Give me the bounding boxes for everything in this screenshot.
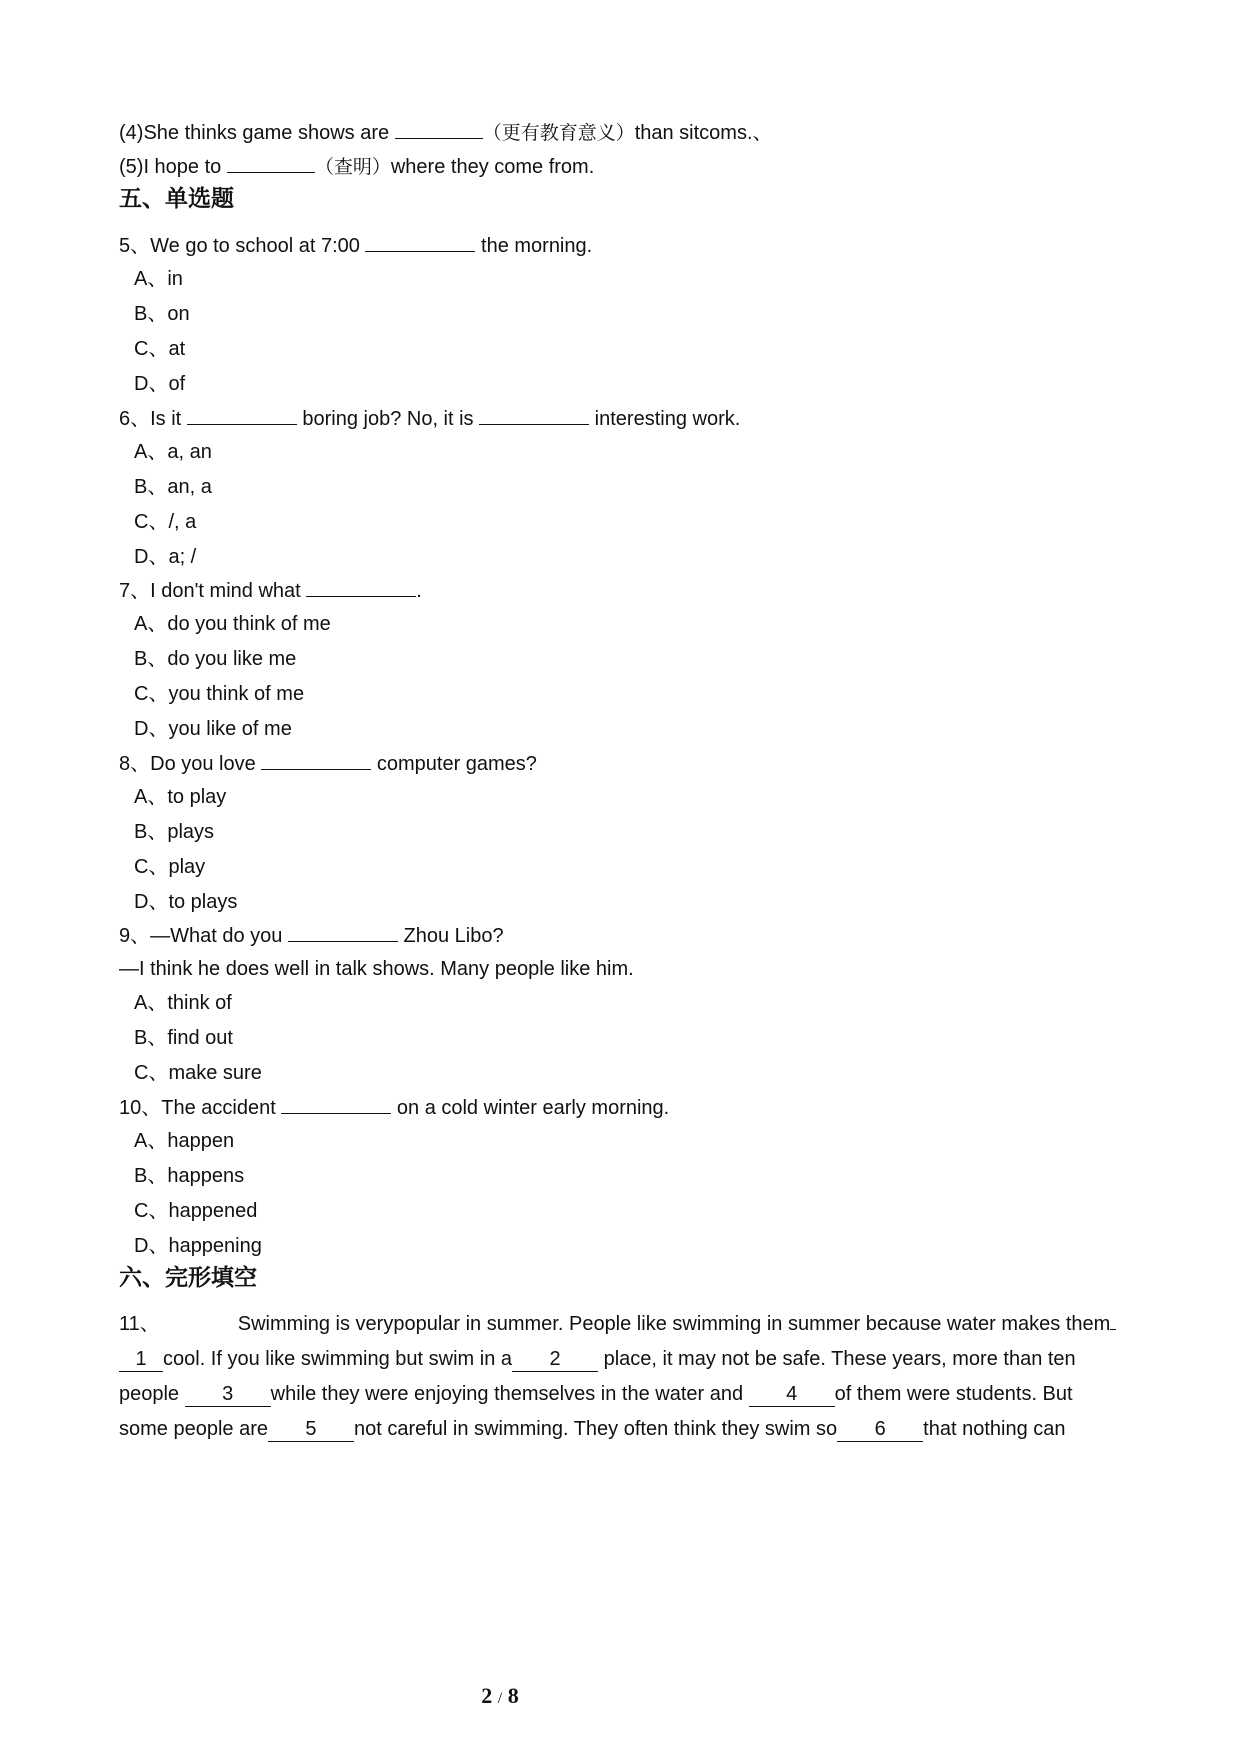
cloze-line-1: 11、 Swimming is verypopular in summer. People like swimming in summer because water makes them	[119, 1311, 1130, 1337]
answer-blank	[1110, 1329, 1116, 1330]
answer-blank	[281, 1093, 391, 1114]
option: A、a, an	[134, 441, 212, 463]
answer-blank	[227, 152, 315, 173]
option: C、/, a	[134, 511, 197, 533]
cloze-blank-4: 4	[749, 1382, 835, 1407]
option: B、find out	[134, 1027, 233, 1049]
option: D、of	[134, 373, 186, 395]
question-10: 10、The accident on a cold winter early morning.	[119, 1093, 1130, 1121]
option: D、to plays	[134, 891, 238, 913]
cloze-line-4: some people are 5 not careful in swimming. They often think they swim so 6 that nothing can	[119, 1418, 1066, 1440]
fill-in-question-5: (5)I hope to （查明）where they come from.	[119, 152, 1130, 180]
option: A、to play	[134, 786, 227, 808]
question-number: 11、	[119, 1313, 160, 1335]
answer-blank	[288, 921, 398, 942]
answer-blank	[261, 749, 371, 770]
option: A、happen	[134, 1130, 235, 1152]
option: D、you like of me	[134, 718, 292, 740]
option: B、happens	[134, 1165, 245, 1187]
answer-blank	[187, 404, 297, 425]
question-9: 9、—What do you Zhou Libo?	[119, 921, 1130, 949]
cloze-blank-1: 1	[119, 1347, 163, 1372]
option: C、at	[134, 338, 186, 360]
option: C、you think of me	[134, 683, 305, 705]
cloze-blank-3: 3	[185, 1382, 271, 1407]
cloze-line-2: 1 cool. If you like swimming but swim in a 2 place, it may not be safe. These years, more than ten	[119, 1346, 1130, 1372]
section-heading-multiple-choice: 五、单选题	[119, 186, 234, 212]
question-8: 8、Do you love computer games?	[119, 749, 1130, 777]
question-9-response: —I think he does well in talk shows. Many people like him.	[119, 958, 634, 980]
option: D、a; /	[134, 546, 197, 568]
option: D、happening	[134, 1235, 262, 1257]
option: B、an, a	[134, 476, 212, 498]
option: B、do you like me	[134, 648, 297, 670]
answer-blank	[479, 404, 589, 425]
page-number: 2 / 8	[481, 1683, 519, 1708]
cloze-blank-6: 6	[837, 1417, 923, 1442]
option: A、do you think of me	[134, 613, 331, 635]
option: A、in	[134, 268, 183, 290]
option: A、think of	[134, 992, 232, 1014]
option: C、make sure	[134, 1062, 262, 1084]
answer-blank	[306, 576, 416, 597]
option: C、play	[134, 856, 206, 878]
option: B、on	[134, 303, 190, 325]
question-5: 5、We go to school at 7:00 the morning.	[119, 231, 1130, 259]
question-7: 7、I don't mind what .	[119, 576, 1130, 604]
answer-blank	[395, 118, 483, 139]
section-heading-cloze: 六、完形填空	[119, 1265, 257, 1291]
cloze-line-3: people 3 while they were enjoying themselves in the water and 4 of them were students. But	[119, 1383, 1073, 1405]
option: B、plays	[134, 821, 215, 843]
cloze-blank-5: 5	[268, 1417, 354, 1442]
question-6: 6、Is it boring job? No, it is interesting work.	[119, 404, 1130, 432]
answer-blank	[365, 231, 475, 252]
fill-in-question-4: (4)She thinks game shows are （更有教育意义）than sitcoms.、	[119, 118, 1130, 146]
cloze-blank-2: 2	[512, 1347, 598, 1372]
option: C、happened	[134, 1200, 258, 1222]
